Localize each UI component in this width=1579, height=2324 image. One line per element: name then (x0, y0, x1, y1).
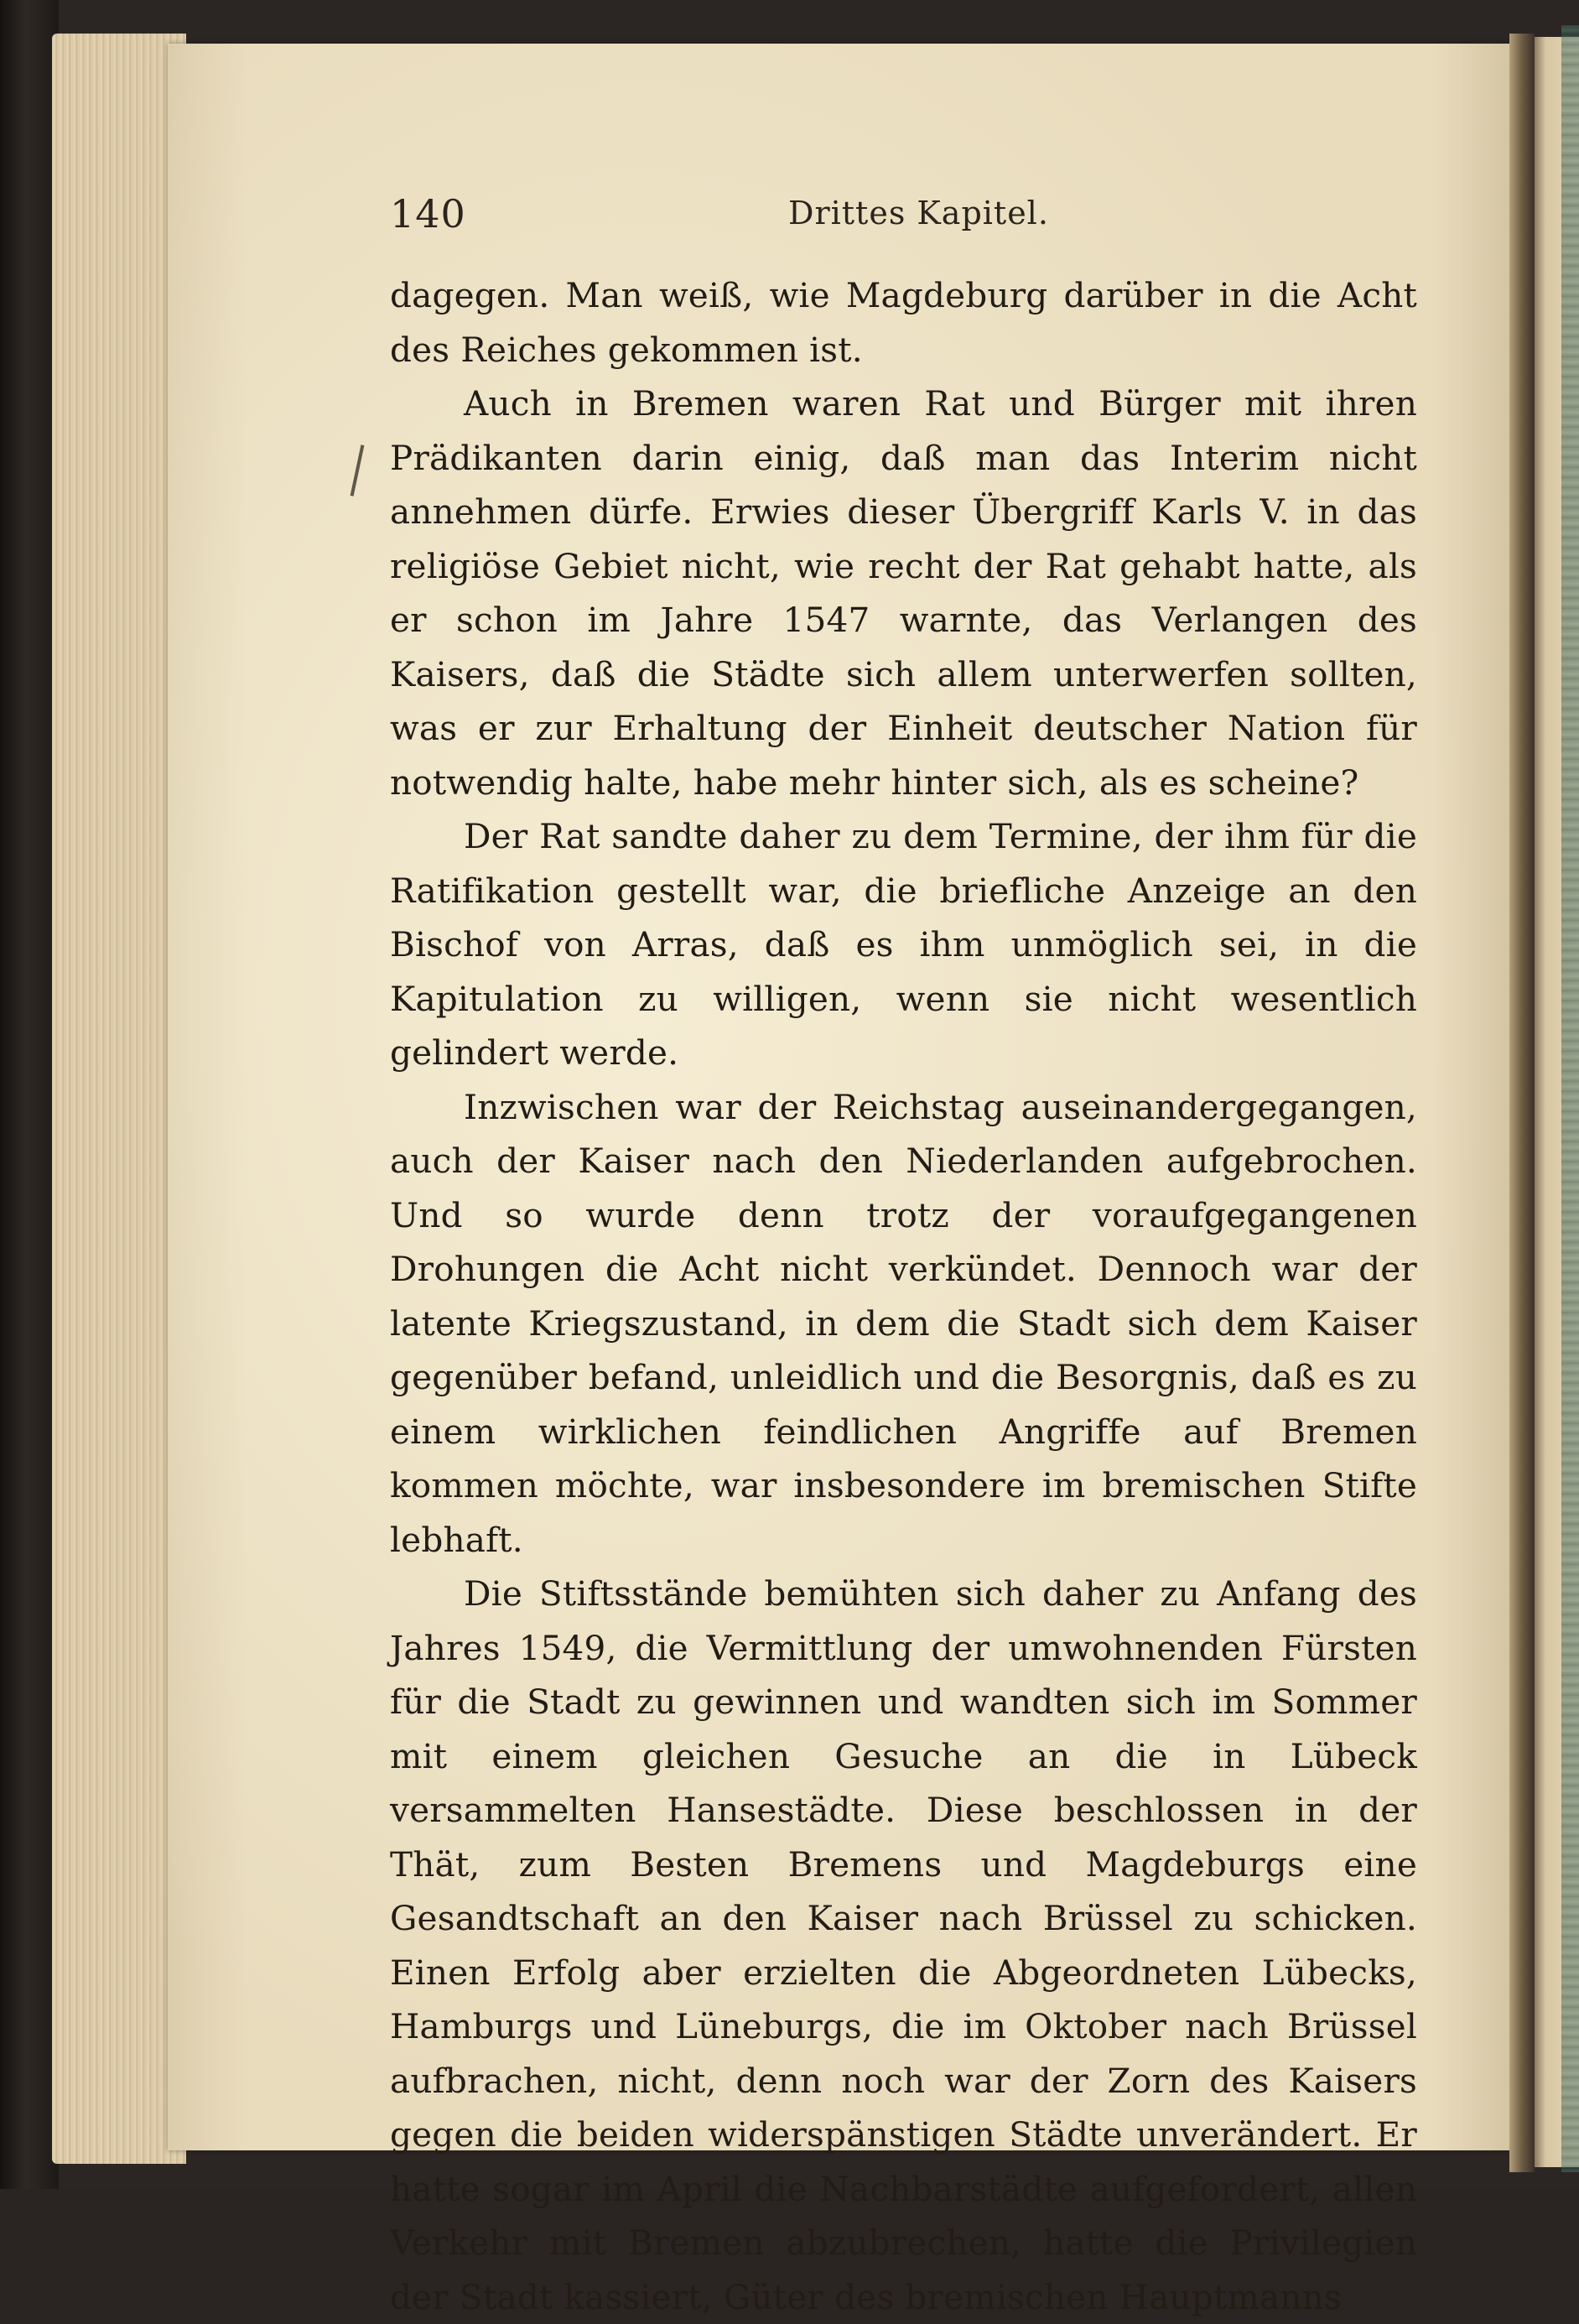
book-cover-edge (0, 0, 59, 2189)
facing-cover-edge (1561, 25, 1579, 2172)
page-header (390, 191, 1405, 242)
page-number: 140 (390, 191, 466, 237)
paragraph: Die Stiftsstände bemühten sich daher zu Anfang des Jahres 1549, die Vermittlung der umwohnenden Fürsten für die Stadt zu gewinnen und wandten sich im Sommer mit einem gleichen Gesuche an die in Lübeck versammelten Hansestädte. Diese beschlossen in der Thät, zum Besten Bremens und Magdeburgs eine Gesandtschaft an den Kaiser nach Brüssel zu schicken. Einen Erfolg aber erzielten die Abgeordneten Lübecks, Hamburgs und Lüneburgs, die im Oktober nach Brüssel aufbrachen, nicht, denn noch war der Zorn des Kaisers gegen die beiden widerspänstigen Städte unverändert. Er hatte sogar im April die Nachbarstädte aufgefordert, allen Verkehr mit Bremen abzubrechen, hatte die Privilegien der Stadt kassiert, Güter des bremischen Hauptmanns (390, 1573, 1417, 2317)
paragraph-continued: dagegen. Man weiß, wie Magdeburg darüber in die Acht des Reiches gekommen ist. (390, 275, 1417, 370)
running-head: Drittes Kapitel. (788, 195, 1049, 231)
paragraph: Der Rat sandte daher zu dem Termine, der ihm für die Ratifikation gestellt war, die briefliche Anzeige an den Bischof von Arras, daß es ihm unmöglich sei, in die Kapitulation zu willigen, wenn sie nicht wesentlich gelindert werde. (390, 816, 1417, 1073)
paragraph: Auch in Bremen waren Rat und Bürger mit ihren Prädikanten darin einig, daß man das Interim nicht annehmen dürfe. Erwies dieser Übergriff Karls V. in das religiöse Gebiet nicht, wie recht der Rat gehabt hatte, als er schon im Jahre 1547 warnte, das Verlangen des Kaisers, daß die Städte sich allem unterwerfen sollten, was er zur Erhaltung der Einheit deutscher Nation für notwendig halte, habe mehr hinter sich, als es scheine? (390, 383, 1417, 803)
book-gutter (1509, 34, 1535, 2172)
page-stack-edge (52, 34, 186, 2164)
body-text (390, 268, 1417, 2324)
paragraph: Inzwischen war der Reichstag auseinandergegangen, auch der Kaiser nach den Niederlanden aufgebrochen. Und so wurde denn trotz der voraufgegangenen Drohungen die Acht nicht verkündet. Dennoch war der latente Kriegszustand, in dem die Stadt sich dem Kaiser gegenüber befand, unleidlich und die Besorgnis, daß es zu einem wirklichen feindlichen Angriffe auf Bremen kommen möchte, war insbesondere im bremischen Stifte lebhaft. (390, 1086, 1417, 1560)
